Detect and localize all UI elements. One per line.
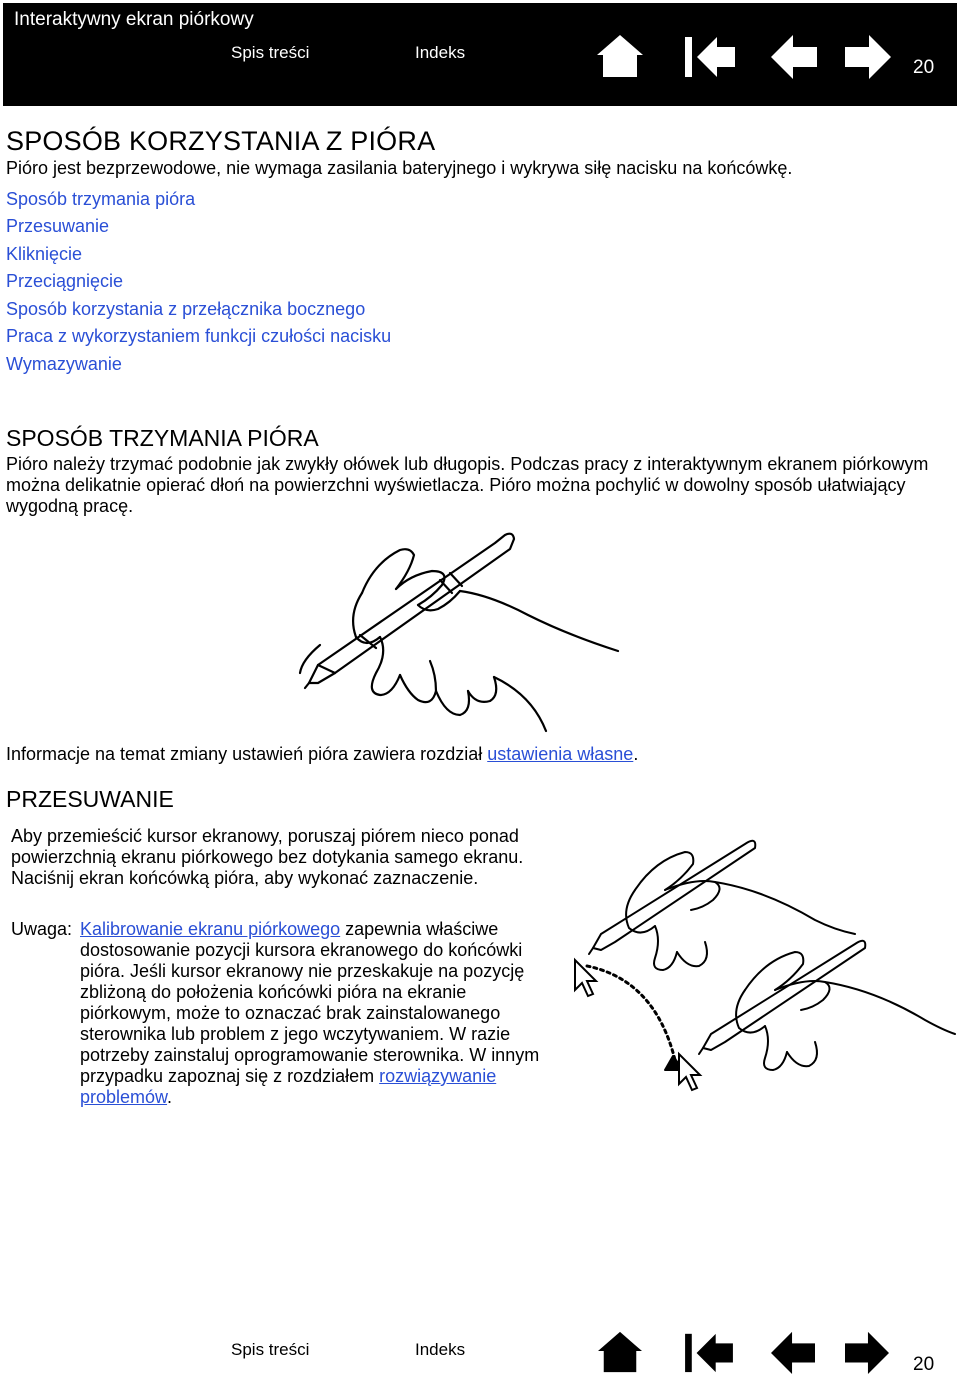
pen-hover-movement-illustration	[565, 830, 955, 1100]
previous-page-icon[interactable]	[769, 33, 819, 79]
calibration-link[interactable]: Kalibrowanie ekranu piórkowego	[80, 919, 341, 939]
toc-link[interactable]: Spis treści	[231, 43, 310, 62]
cursor-arrow-icon-end	[679, 1054, 700, 1090]
link-positioning[interactable]: Przesuwanie	[6, 216, 110, 236]
settings-info-period: .	[633, 744, 639, 764]
footer-previous-page-icon[interactable]	[769, 1330, 817, 1374]
section-heading-holding: SPOSÓB TRZYMANIA PIÓRA	[6, 425, 319, 451]
custom-settings-link[interactable]: ustawienia własne	[487, 744, 634, 764]
positioning-body: Aby przemieścić kursor ekranowy, poruszaj piórem nieco ponad powierzchnią ekranu piórkowego bez dotykania samego ekranu. Naciśnij ekran końcówką pióra, aby wykonać zaznaczenie.	[11, 826, 524, 888]
home-icon[interactable]	[595, 33, 645, 79]
footer-page-number: 20	[913, 1354, 935, 1375]
footer-first-page-icon[interactable]	[683, 1330, 735, 1374]
header-bar	[3, 3, 957, 106]
footer-nav	[0, 1330, 960, 1378]
footer-index-link[interactable]: Indeks	[415, 1340, 466, 1359]
note-text: zapewnia właściwe dostosowanie pozycji kursora ekranowego do końcówki pióra. Jeśli kursor ekranowy nie przeskakuje na pozycję zbliżoną do położenia końcówki pióra na ekranie piórkowym, może to oznaczać brak zainstalowanego sterownika lub problem z jego wczytywaniem. W razie potrzeby zainstaluj oprogramowanie sterownika. W innym przypadku zapoznaj się z rozdziałem	[80, 919, 540, 1086]
settings-info	[6, 744, 638, 765]
link-dragging[interactable]: Przeciągnięcie	[6, 271, 124, 291]
note-label: Uwaga:	[11, 919, 73, 939]
link-holding-pen[interactable]: Sposób trzymania pióra	[6, 189, 196, 209]
intro-text: Pióro jest bezprzewodowe, nie wymaga zasilania bateryjnego i wykrywa siłę nacisku na końcówkę.	[6, 158, 793, 178]
page-number: 20	[913, 57, 935, 78]
footer-home-icon[interactable]	[596, 1330, 644, 1374]
link-clicking[interactable]: Kliknięcie	[6, 244, 83, 264]
link-side-switch[interactable]: Sposób korzystania z przełącznika bocznego	[6, 299, 366, 319]
footer-next-page-icon[interactable]	[843, 1330, 891, 1374]
index-link[interactable]: Indeks	[415, 43, 466, 62]
page-title: SPOSÓB KORZYSTANIA Z PIÓRA	[6, 126, 436, 156]
cursor-arrow-icon-start	[575, 960, 596, 996]
next-page-icon[interactable]	[843, 33, 893, 79]
note-body	[80, 919, 550, 1108]
settings-info-text: Informacje na temat zmiany ustawień pióra zawiera rozdział	[6, 744, 488, 764]
note-end: .	[167, 1087, 173, 1107]
link-erasing[interactable]: Wymazywanie	[6, 354, 122, 374]
hand-holding-pen-illustration	[300, 525, 620, 735]
section-heading-positioning: PRZESUWANIE	[6, 786, 174, 812]
link-pressure-sensitivity[interactable]: Praca z wykorzystaniem funkcji czułości nacisku	[6, 326, 392, 346]
first-page-icon[interactable]	[683, 33, 737, 79]
troubleshooting-link[interactable]: rozwiązywanie problemów	[80, 1066, 497, 1107]
document-title: Interaktywny ekran piórkowy	[14, 9, 254, 30]
holding-body: Pióro należy trzymać podobnie jak zwykły ołówek lub długopis. Podczas pracy z interaktywnym ekranem piórkowym można delikatnie opierać dłoń na powierzchni wyświetlacza. Pióro można pochylić w dowolny sposób ułatwiający wygodną pracę.	[6, 454, 929, 516]
footer-toc-link[interactable]: Spis treści	[231, 1340, 310, 1359]
